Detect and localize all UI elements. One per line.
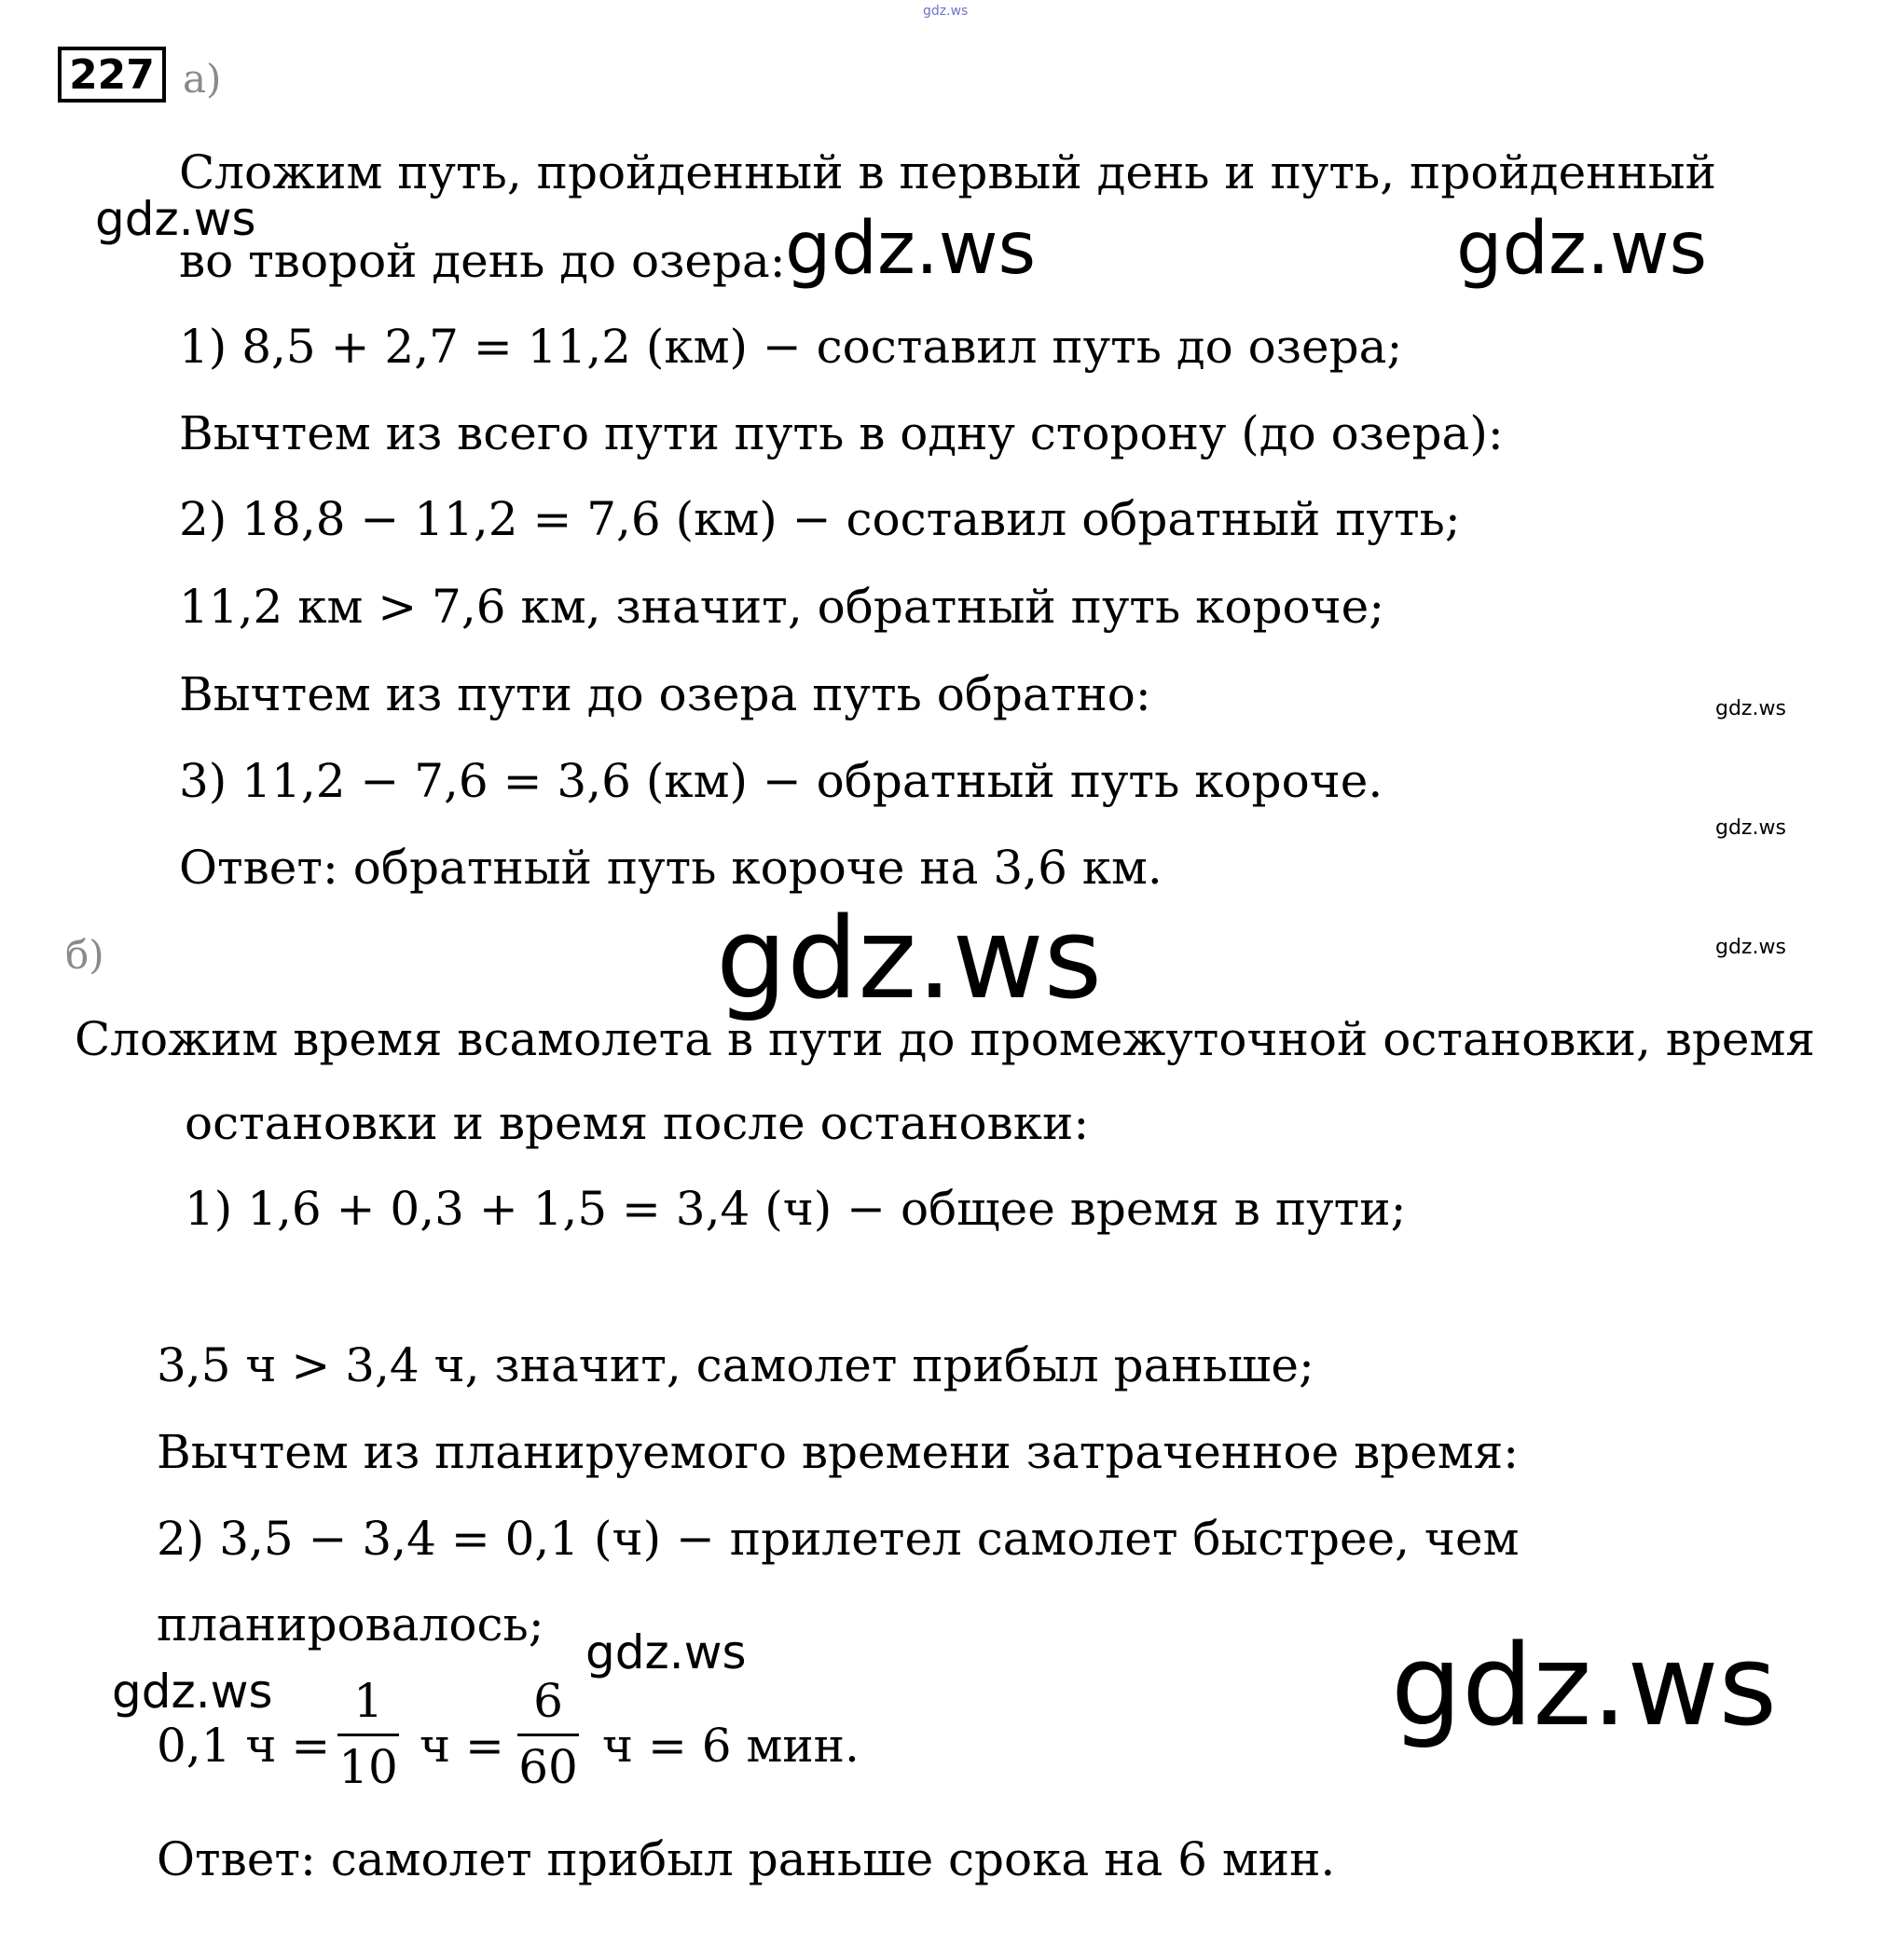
part-b-label: б) [65, 932, 104, 978]
watermark-7: gdz.ws [716, 895, 1103, 1024]
fraction-2-bar [517, 1734, 579, 1736]
fraction-1-10 [337, 1674, 399, 1794]
part-a-line-2: во творой день до озера: [179, 234, 786, 288]
watermark-1: gdz.ws [95, 192, 256, 246]
watermark-8: gdz.ws [585, 1625, 747, 1679]
part-a-answer: Ответ: обратный путь короче на 3,6 км. [179, 841, 1163, 895]
part-b-line-3: 1) 1,6 + 0,3 + 1,5 = 3,4 (ч) − общее время в пути; [185, 1182, 1407, 1236]
conversion-lhs: 0,1 ч = [157, 1719, 331, 1773]
part-b-line-4: 3,5 ч > 3,4 ч, значит, самолет прибыл раньше; [157, 1338, 1314, 1392]
part-b-answer: Ответ: самолет прибыл раньше срока на 6 мин. [157, 1832, 1336, 1886]
part-a-line-3: 1) 8,5 + 2,7 = 11,2 (км) − составил путь до озера; [179, 320, 1403, 374]
part-a-line-6: 11,2 км > 7,6 км, значит, обратный путь короче; [179, 580, 1385, 634]
part-a-line-4: Вычтем из всего пути путь в одну сторону (до озера): [179, 406, 1504, 460]
conversion-mid: ч = [420, 1719, 504, 1773]
watermark-9: gdz.ws [112, 1665, 273, 1719]
problem-number: 227 [58, 47, 166, 103]
part-b-line-6: 2) 3,5 − 3,4 = 0,1 (ч) − прилетел самолет быстрее, чем [157, 1512, 1520, 1566]
part-b-line-7: планировалось; [157, 1597, 544, 1652]
part-b-line-1: Сложим время всамолета в пути до промежуточной остановки, время [75, 1012, 1815, 1066]
part-a-label: а) [183, 56, 222, 102]
fraction-1-bar [337, 1734, 399, 1736]
watermark-5: gdz.ws [1715, 816, 1786, 840]
watermark-6: gdz.ws [1715, 936, 1786, 959]
part-b-line-2: остановки и время после остановки: [185, 1096, 1090, 1150]
watermark-4: gdz.ws [1715, 697, 1786, 720]
part-a-line-5: 2) 18,8 − 11,2 = 7,6 (км) − составил обратный путь; [179, 492, 1461, 546]
fraction-6-60 [517, 1674, 579, 1794]
fraction-2-numerator: 6 [533, 1674, 563, 1728]
part-a-line-1: Сложим путь, пройденный в первый день и путь, пройденный [179, 145, 1716, 199]
conversion-rhs: ч = 6 мин. [602, 1719, 860, 1773]
watermark-10: gdz.ws [1391, 1622, 1778, 1751]
part-a-line-7: Вычтем из пути до озера путь обратно: [179, 667, 1151, 721]
fraction-2-denominator: 60 [518, 1740, 578, 1794]
part-b-line-5: Вычтем из планируемого времени затраченное время: [157, 1425, 1520, 1479]
fraction-1-denominator: 10 [338, 1740, 398, 1794]
watermark-3: gdz.ws [1456, 207, 1708, 291]
watermark-top: gdz.ws [923, 4, 969, 19]
fraction-1-numerator: 1 [353, 1674, 383, 1728]
watermark-2: gdz.ws [785, 207, 1037, 291]
part-a-line-8: 3) 11,2 − 7,6 = 3,6 (км) − обратный путь короче. [179, 754, 1383, 808]
